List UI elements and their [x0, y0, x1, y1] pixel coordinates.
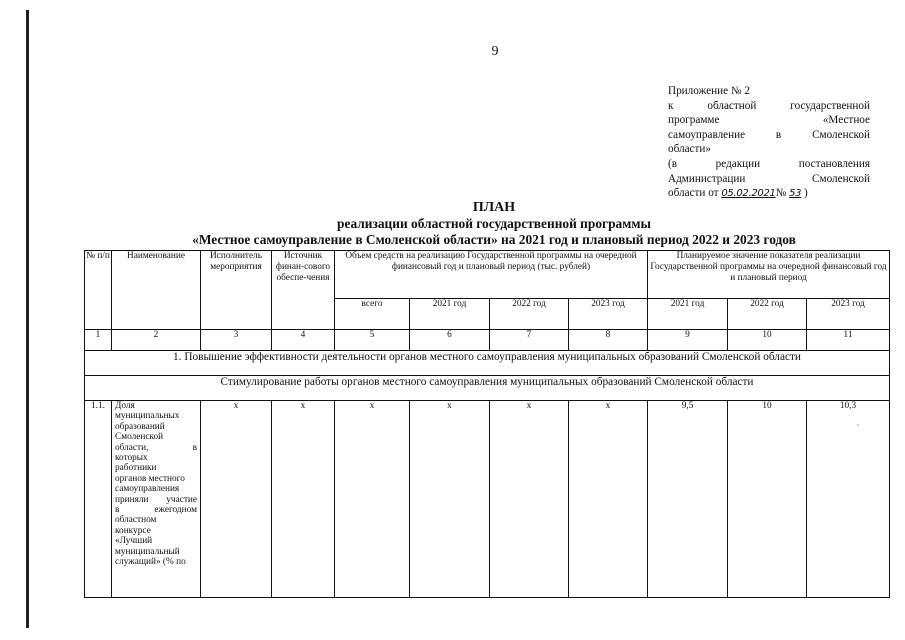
row-name-line: самоуправления [115, 484, 180, 495]
subsection-row [85, 376, 890, 401]
row-name-line: муниципальный [115, 546, 180, 557]
row-name [112, 401, 201, 598]
row-name-line: образований [115, 421, 165, 432]
section-row [85, 351, 890, 376]
column-number: 8 [569, 330, 648, 351]
row-indicator-2023 [807, 401, 890, 598]
row-name-line: Смоленской [115, 432, 164, 443]
row-name-line: служащий» (% по [115, 557, 186, 568]
table-header-row [85, 251, 890, 299]
header-source: Источник финан-сового обеспе-чения [272, 251, 335, 330]
row-indicator-2021: 9,5 [648, 401, 728, 598]
header-num: № п/п [85, 251, 112, 330]
column-number: 9 [648, 330, 728, 351]
row-num: 1.1. [85, 401, 112, 598]
column-number: 3 [201, 330, 272, 351]
header-indicator-group: Планируемое значение показателя реализации Государственной программы на очередной финансовый год и плановый период [648, 251, 890, 299]
row-funding-total: х [335, 401, 410, 598]
row-name-line: областном [115, 515, 157, 526]
row-indicator-2023-value: 10,3 [839, 401, 857, 411]
header-executor: Исполнитель мероприятия [201, 251, 272, 330]
row-funding-2023: х [569, 401, 648, 598]
row-funding-2022: х [490, 401, 569, 598]
row-name-line: приняли участие [115, 494, 197, 505]
header-indicator-2022: 2022 год [728, 299, 807, 330]
row-name-line: Доля [115, 401, 135, 411]
handwritten-number: 53 [789, 188, 802, 200]
row-indicator-2022: 10 [728, 401, 807, 598]
stray-mark: · [856, 421, 860, 430]
row-name-line: которых [115, 453, 148, 464]
row-name-line: органов местного [115, 473, 185, 484]
date-prefix: области от [668, 187, 719, 200]
appendix-line: программе «Местное [668, 114, 870, 127]
column-number: 11 [807, 330, 890, 351]
row-name-line: «Лучший [115, 536, 153, 547]
closing-bracket: ) [804, 187, 808, 200]
page-number: 9 [491, 44, 499, 59]
header-funding-total: всего [335, 299, 410, 330]
header-name: Наименование [112, 251, 201, 330]
column-number: 1 [85, 330, 112, 351]
document-subtitle-program: «Местное самоуправление в Смоленской области» на 2021 год и плановый период 2022 и 2023 годов [192, 232, 796, 247]
appendix-line: области» [668, 143, 711, 156]
row-name-line: муниципальных [115, 411, 180, 422]
appendix-line: самоуправление в Смоленской [668, 128, 870, 141]
row-name-line: конкурсе [115, 525, 151, 536]
header-indicator-2023: 2023 год [807, 299, 890, 330]
document-title: ПЛАН [472, 200, 516, 215]
number-sign: № [775, 187, 787, 200]
header-funding-group: Объем средств на реализацию Государственной программы на очередной финансовый год и плановый период (тыс. рублей) [335, 251, 648, 299]
row-source: х [272, 401, 335, 598]
header-funding-2023: 2023 год [569, 299, 648, 330]
section-1-subheading: Стимулирование работы органов местного самоуправления муниципальных образований Смоленской области [85, 376, 890, 401]
handwritten-date: 05.02.2021 [721, 188, 776, 200]
appendix-line: Администрации Смоленской [668, 172, 870, 185]
column-number: 4 [272, 330, 335, 351]
row-name-line: в ежегодном [115, 505, 197, 516]
binder-margin-line [26, 10, 29, 628]
appendix-line: (в редакции постановления [668, 157, 870, 170]
column-number: 7 [490, 330, 569, 351]
section-1-heading: 1. Повышение эффективности деятельности органов местного самоуправления муниципальных образований Смоленской области [85, 351, 890, 376]
header-indicator-2021: 2021 год [648, 299, 728, 330]
appendix-note [668, 84, 870, 202]
column-number-row [85, 330, 890, 351]
document-subtitle: реализации областной государственной программы [337, 216, 651, 231]
row-executor: х [201, 401, 272, 598]
column-number: 10 [728, 330, 807, 351]
column-number: 5 [335, 330, 410, 351]
header-funding-2021: 2021 год [410, 299, 490, 330]
column-number: 2 [112, 330, 201, 351]
header-funding-2022: 2022 год [490, 299, 569, 330]
row-name-line: области, в [115, 442, 197, 453]
row-name-line: работники [115, 463, 157, 474]
appendix-line: к областной государственной [668, 99, 870, 112]
appendix-title: Приложение № 2 [668, 85, 750, 97]
column-number: 6 [410, 330, 490, 351]
plan-table [84, 250, 890, 598]
table-row [85, 401, 890, 598]
row-funding-2021: х [410, 401, 490, 598]
